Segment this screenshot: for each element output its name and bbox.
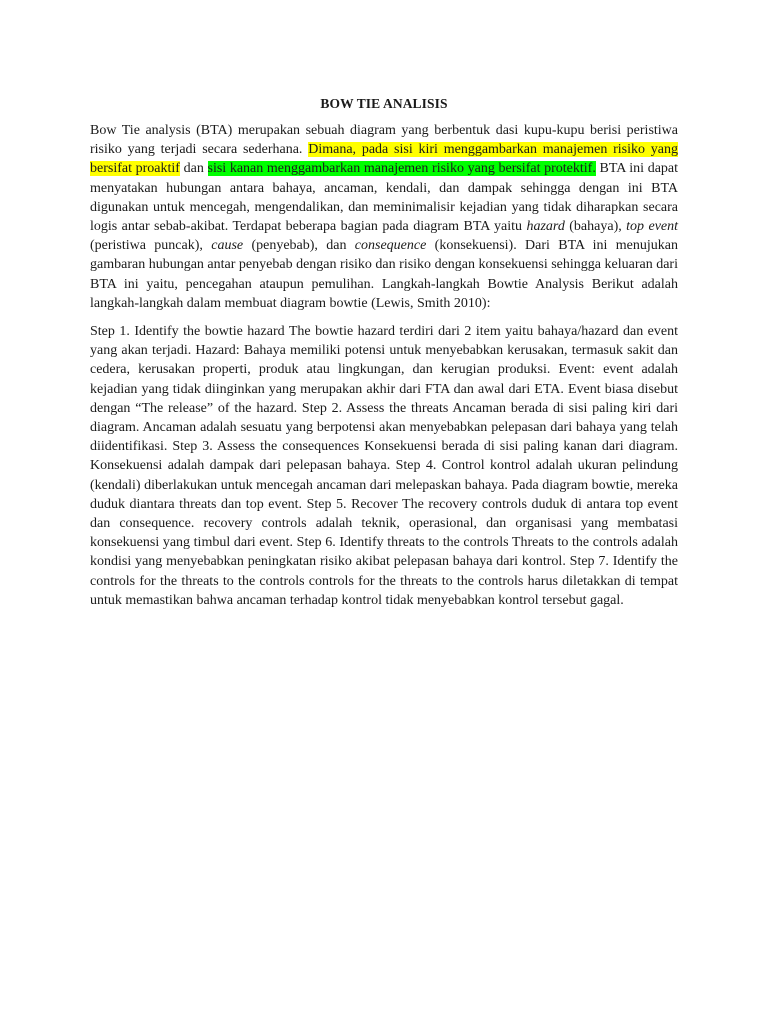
intro-text-1: Bow Tie analysis (BTA) merupakan sebuah diagram yang berbentuk dasi kupu-kupu berisi peristiwa risiko yang terjadi secara sederhana. bbox=[90, 123, 678, 158]
italic-term-top-event: top event bbox=[626, 219, 679, 235]
italic-term-cause: cause bbox=[211, 238, 244, 254]
green-highlight-text: sisi kanan menggambarkan manajemen risiko yang bersifat protektif. bbox=[207, 161, 596, 177]
intro-text-3: BTA ini dapat menyatakan hubungan antara bahaya, ancaman, kendali, dan dampak sehingga dengan ini BTA digunakan untuk mencegah, mengendalikan, dan meminimalisir kejadian yang tidak diharapkan secara logis antar sebab-akibat. Terdapat beberapa bagian pada diagram BTA yaitu bbox=[90, 161, 679, 235]
intro-paragraph bbox=[90, 121, 678, 313]
steps-paragraph: Step 1. Identify the bowtie hazard The bowtie hazard terdiri dari 2 item yaitu bahaya/hazard dan event yang akan terjadi. Hazard: Bahaya memiliki potensi untuk menyebabkan kerusakan, termasuk sakit dan cedera, kerusakan properti, produk atau lingkungan, dan kerugian produksi. Event: event adalah kejadian yang tidak diinginkan yang merupakan akhir dari FTA dan awal dari ETA. Event biasa disebut dengan “The release” of the hazard. Step 2. Assess the threats Ancaman berada di sisi paling kiri dari diagram. Ancaman adalah sesuatu yang berpotensi akan menyebabkan pelepasan dari bahaya yang telah diidentifikasi. Step 3. Assess the consequences Konsekuensi berada di sisi paling kanan dari diagram. Konsekuensi adalah dampak dari pelepasan bahaya. Step 4. Control kontrol adalah ukuran pelindung (kendali) diberlakukan untuk mencegah ancaman dari melepaskan bahaya. Pada diagram bowtie, mereka duduk diantara threats dan top event. Step 5. Recover The recovery controls duduk di antara top event dan consequence. recovery controls adalah teknik, operasional, dan organisasi yang membatasi konsekuensi yang timbul dari event. Step 6. Identify threats to the controls Threats to the controls adalah kondisi yang menyebabkan peningkatan risiko akibat pelepasan bahaya dari kontrol. Step 7. Identify the controls for the threats to the controls controls for the threats to the controls harus diletakkan di tempat untuk memastikan bahwa ancaman terhadap kontrol tidak menyebabkan kontrol tersebut gagal. bbox=[90, 324, 678, 608]
document-title: BOW TIE ANALISIS bbox=[320, 96, 448, 111]
document-page bbox=[90, 0, 678, 610]
italic-term-consequence: consequence bbox=[354, 238, 427, 254]
intro-text-2: dan bbox=[179, 161, 208, 177]
intro-text-7: (konsekuensi). Dari BTA ini menujukan gambaran hubungan antar penyebab dengan risiko dan risiko dengan konsekuensi sehingga keluaran dari BTA ini yaitu, pencegahan ataupun pemulihan. Langkah-langkah Bowtie Analysis Berikut adalah langkah-langkah dalam membuat diagram bowtie (Lewis, Smith 2010): bbox=[90, 238, 678, 311]
intro-text-5: (peristiwa puncak), bbox=[90, 238, 212, 254]
intro-text-4: (bahaya), bbox=[564, 219, 627, 235]
yellow-highlight-text: Dimana, pada sisi kiri menggambarkan manajemen risiko yang bersifat proaktif bbox=[90, 142, 678, 177]
intro-text-6: (penyebab), dan bbox=[243, 238, 355, 254]
italic-term-hazard: hazard bbox=[526, 219, 565, 235]
